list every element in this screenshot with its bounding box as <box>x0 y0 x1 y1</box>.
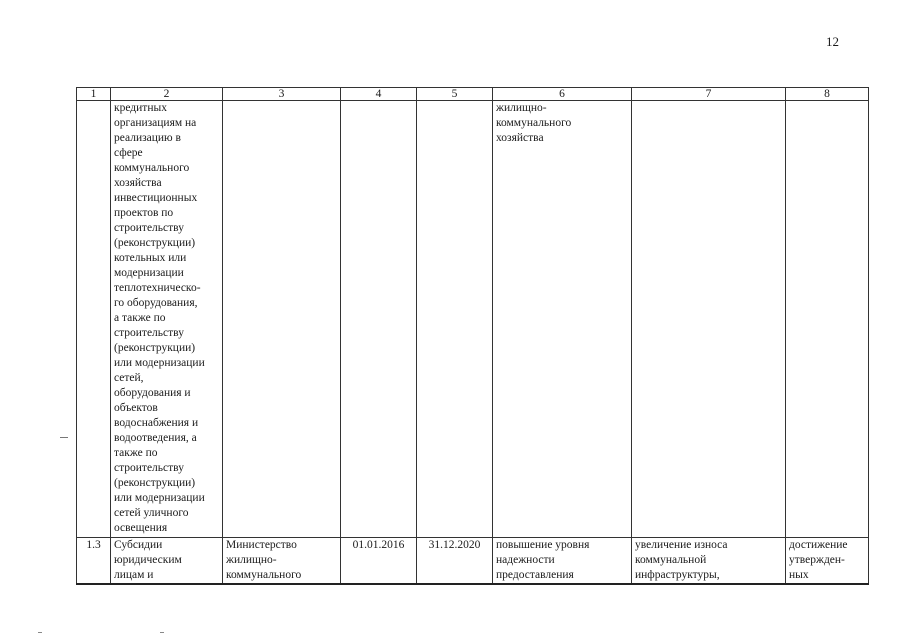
table-cell: жилищно- коммунального хозяйства <box>493 101 632 538</box>
scan-mark <box>160 632 164 633</box>
column-header-7: 7 <box>632 88 786 101</box>
scan-mark <box>38 632 42 633</box>
table-cell: Субсидии юридическим лицам и <box>111 538 223 585</box>
table-header-row <box>77 88 869 101</box>
table-cell <box>632 101 786 538</box>
table-row <box>77 538 869 585</box>
table-cell: кредитных организациям на реализацию в сфере коммунального хозяйства инвестиционных проектов по строительству (реконструкции) котельных или модернизации теплотехническо- го оборудования, а также по строительству (реконструкции) или модернизации сетей, оборудования и объектов водоснабжения и водоотведения, а также по строительству (реконструкции) или модернизации сетей уличного освещения <box>111 101 223 538</box>
program-table <box>76 87 869 585</box>
table-cell: 31.12.2020 <box>417 538 493 585</box>
column-header-2: 2 <box>111 88 223 101</box>
table-cell: увеличение износа коммунальной инфраструктуры, <box>632 538 786 585</box>
table-cell: 1.3 <box>77 538 111 585</box>
table-cell <box>786 101 869 538</box>
table-cell: достижение утвержден- ных <box>786 538 869 585</box>
column-header-6: 6 <box>493 88 632 101</box>
table-cell <box>341 101 417 538</box>
column-header-4: 4 <box>341 88 417 101</box>
table-row <box>77 101 869 538</box>
table-cell: повышение уровня надежности предоставления <box>493 538 632 585</box>
column-header-1: 1 <box>77 88 111 101</box>
table-cell: Министерство жилищно- коммунального <box>223 538 341 585</box>
column-header-5: 5 <box>417 88 493 101</box>
column-header-3: 3 <box>223 88 341 101</box>
column-header-8: 8 <box>786 88 869 101</box>
page-number: 12 <box>826 34 839 49</box>
table-cell <box>223 101 341 538</box>
table-cell <box>417 101 493 538</box>
table-cell <box>77 101 111 538</box>
table-cell: 01.01.2016 <box>341 538 417 585</box>
scan-mark <box>60 437 68 438</box>
